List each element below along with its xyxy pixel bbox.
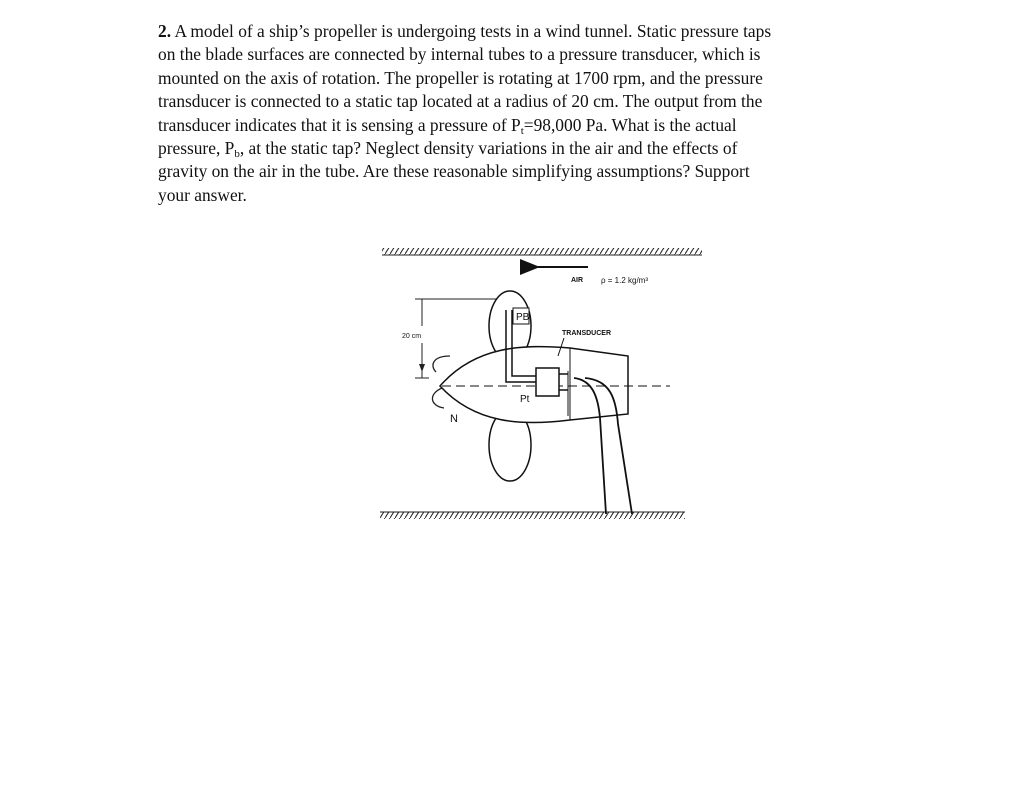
- subscript: t: [520, 124, 524, 137]
- problem-number: 2.: [158, 21, 172, 41]
- text-fragment: pressure, P: [158, 138, 235, 159]
- problem-line-6: [158, 137, 878, 160]
- propeller-diagram: [370, 238, 710, 528]
- tunnel-top-wall: [382, 248, 702, 255]
- problem-line-5: [158, 114, 878, 137]
- radius-label: 20 cm: [402, 333, 422, 340]
- problem-line-2: on the blade surfaces are connected by internal tubes to a pressure transducer, which is: [158, 44, 761, 65]
- air-label: AIR: [571, 277, 584, 284]
- problem-line-4: transducer is connected to a static tap located at a radius of 20 cm. The output from the: [158, 91, 763, 112]
- transducer-box: [536, 368, 559, 396]
- pb-label: PB: [516, 312, 530, 323]
- transducer-label: TRANSDUCER: [562, 330, 611, 337]
- text-fragment: transducer indicates that it is sensing a pressure of P: [158, 114, 521, 135]
- problem-line-8: your answer.: [158, 184, 247, 205]
- tunnel-bottom-wall: [380, 512, 685, 519]
- pt-label: Pt: [520, 394, 530, 405]
- subscript: b: [234, 148, 240, 161]
- problem-line-7: gravity on the air in the tube. Are these reasonable simplifying assumptions? Support: [158, 161, 750, 182]
- problem-statement: [158, 20, 878, 207]
- text-fragment: =98,000 Pa. What is the actual: [523, 114, 737, 135]
- text-fragment: , at the static tap? Neglect density variations in the air and the effects of: [239, 138, 738, 159]
- density-label: ρ = 1.2 kg/m³: [601, 276, 649, 285]
- problem-text: A model of a ship’s propeller is undergoing tests in a wind tunnel. Static pressure taps: [174, 21, 772, 41]
- problem-line-3: mounted on the axis of rotation. The propeller is rotating at 1700 rpm, and the pressure: [158, 67, 763, 88]
- rotation-label: N: [450, 413, 458, 425]
- problem-line-1: [158, 20, 878, 43]
